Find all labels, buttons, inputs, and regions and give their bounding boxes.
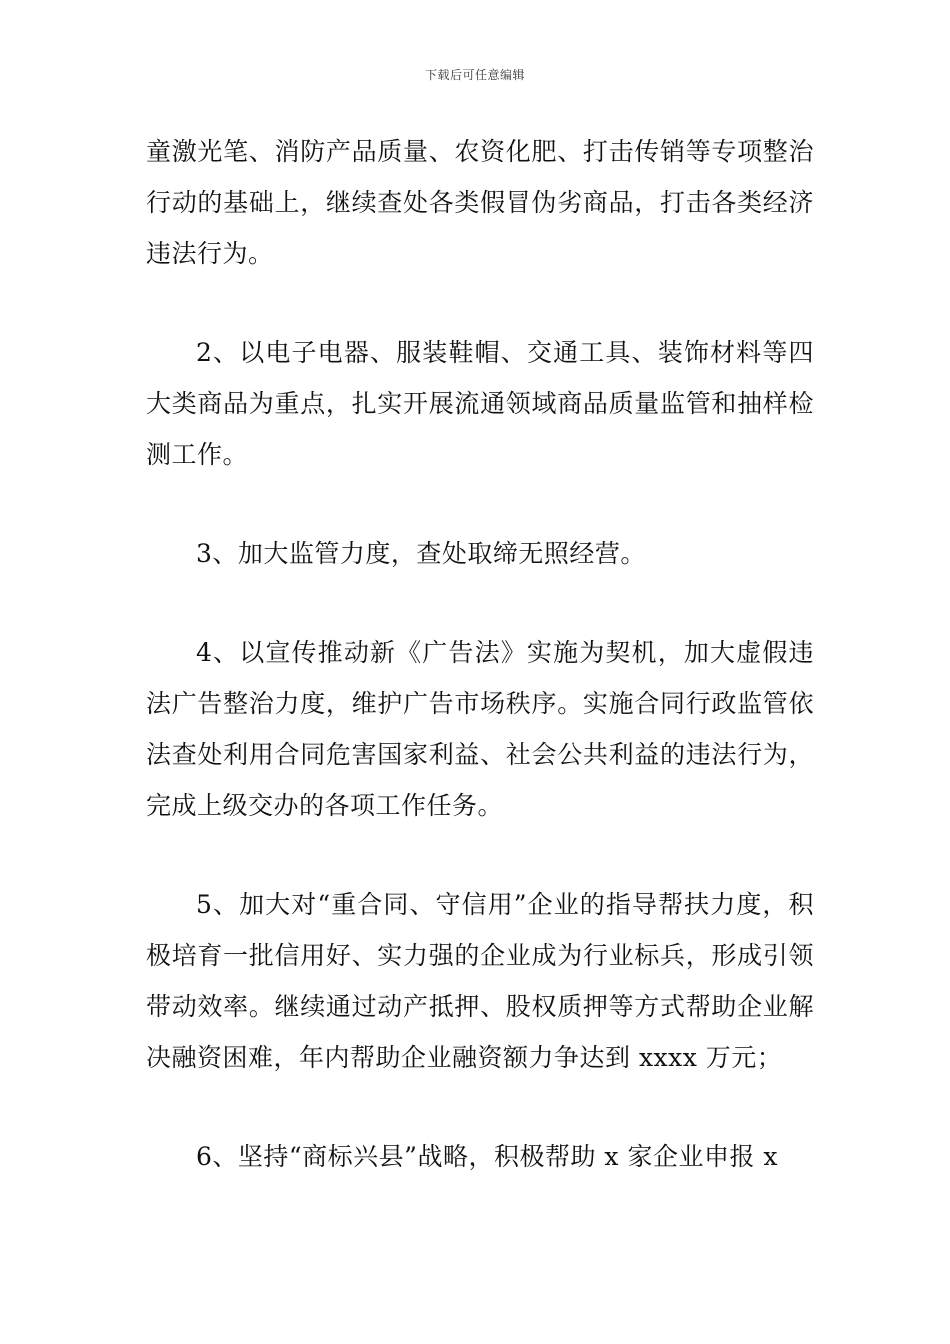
document-body <box>146 126 814 1230</box>
paragraph-item-6: 6、坚持“商标兴县”战略，积极帮助 x 家企业申报 x <box>196 1142 779 1171</box>
paragraph-item-4: 4、以宣传推动新《广告法》实施为契机，加大虚假违法广告整治力度，维护广告市场秩序。实施合同行政监管依法查处利用合同危害国家利益、社会公共利益的违法行为，完成上级交办的各项工作任务。 <box>146 638 814 820</box>
paragraph-item-3: 3、加大监管力度，查处取缔无照经营。 <box>196 539 646 568</box>
paragraph-continuation: 童激光笔、消防产品质量、农资化肥、打击传销等专项整治行动的基础上，继续查处各类假冒伪劣商品，打击各类经济违法行为。 <box>146 137 814 268</box>
header-note: 下载后可任意编辑 <box>424 68 525 82</box>
paragraph-item-2: 2、以电子电器、服装鞋帽、交通工具、装饰材料等四大类商品为重点，扎实开展流通领域商品质量监管和抽样检测工作。 <box>146 338 814 469</box>
paragraph-item-5: 5、加大对“重合同、守信用”企业的指导帮扶力度，积极培育一批信用好、实力强的企业成为行业标兵，形成引领带动效率。继续通过动产抵押、股权质押等方式帮助企业解决融资困难，年内帮助企业融资额力争达到 xxxx 万元； <box>146 890 814 1072</box>
